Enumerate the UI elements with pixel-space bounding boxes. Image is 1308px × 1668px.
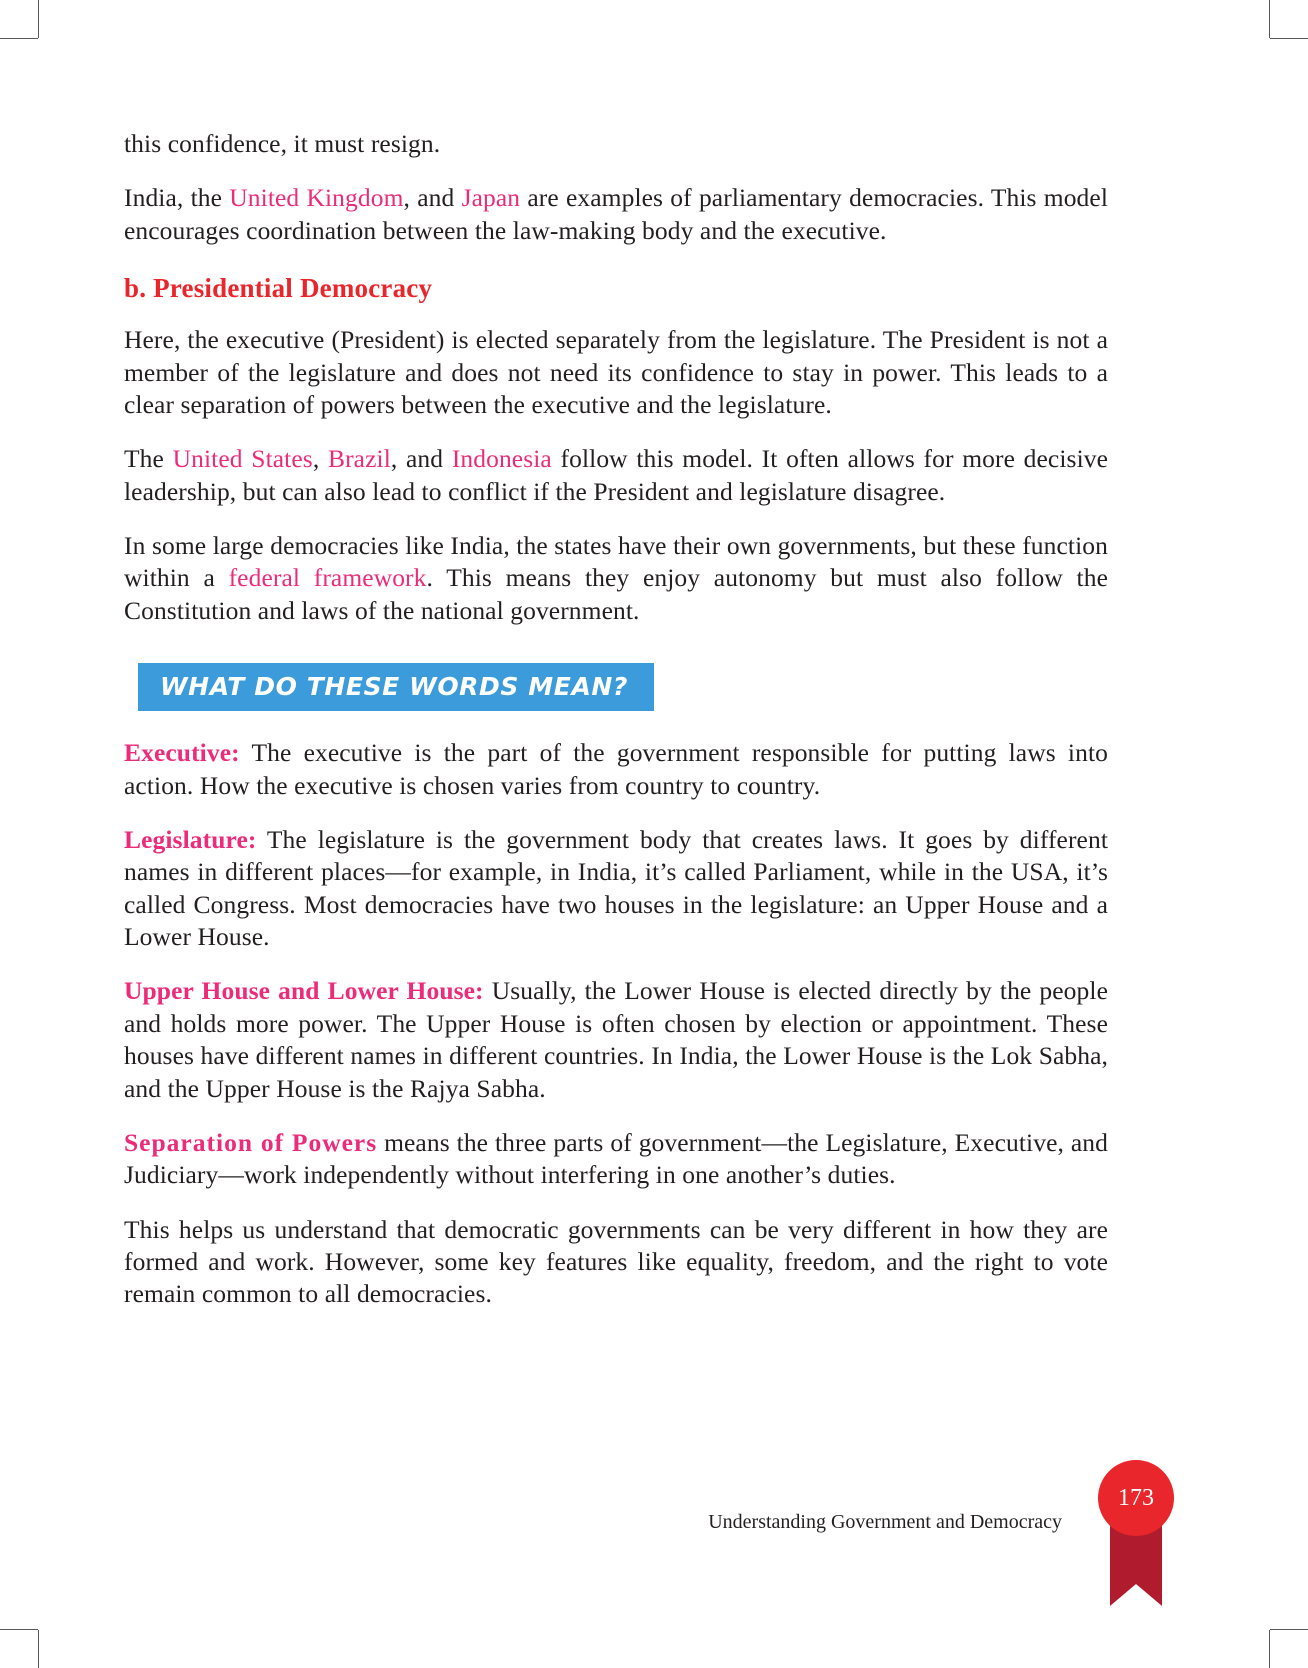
glossary-definition: The executive is the part of the government responsible for putting laws into action. How the executive is chosen varies from country to country. <box>124 738 1108 800</box>
term-united-states: United States <box>172 444 313 474</box>
glossary-item-separation-of-powers <box>124 1127 1108 1192</box>
footer-chapter-title: Understanding Government and Democracy <box>708 1511 1062 1533</box>
crop-mark-top-left-vertical <box>38 0 39 38</box>
term-united-kingdom: United Kingdom <box>229 183 404 213</box>
crop-mark-bottom-right-horizontal <box>1270 1629 1308 1630</box>
text-fragment: , and <box>390 444 452 474</box>
crop-mark-bottom-right-vertical <box>1269 1630 1270 1668</box>
page-content <box>124 128 1108 1333</box>
glossary-term: Upper House and Lower House: <box>124 976 484 1006</box>
term-brazil: Brazil <box>327 444 391 474</box>
text-fragment: , <box>312 444 328 474</box>
text-fragment: follow this model. It often allows for more decisive leadership, but can also lead to conflict if the President and legislature disagree. <box>124 444 1109 506</box>
paragraph-presidential-explanation: Here, the executive (President) is elected separately from the legislature. The President is not a member of the legislature and does not need its confidence to stay in power. This leads to a clear separation of powers between the executive and the legislature. <box>124 325 1108 419</box>
glossary-definition: Usually, the Lower House is elected directly by the people and holds more power. The Upper House is often chosen by election or appointment. These houses have different names in different countries. In India, the Lower House is the Lok Sabha, and the Upper House is the Rajya Sabha. <box>124 976 1108 1103</box>
paragraph-federal-framework <box>124 530 1108 627</box>
crop-mark-bottom-left-vertical <box>38 1630 39 1668</box>
paragraph-parliamentary-examples <box>124 182 1108 247</box>
glossary-definition: The legislature is the government body that creates laws. It goes by different names in different places—for example, in India, it’s called Parliament, while in the USA, it’s called Congress. Most democracies have two houses in the legislature: an Upper House and a Lower House. <box>124 824 1108 951</box>
text-fragment: are examples of parliamentary democracies. This model encourages coordination between the law-making body and the executive. <box>124 183 1109 245</box>
glossary-term: Executive: <box>124 738 240 768</box>
crop-mark-top-right-horizontal <box>1270 38 1308 39</box>
page-number-tag <box>1088 1456 1184 1606</box>
paragraph-presidential-examples <box>124 443 1108 508</box>
term-indonesia: Indonesia <box>451 444 552 474</box>
glossary-closing-paragraph: This helps us understand that democratic governments can be very different in how they are formed and work. However, some key features like equality, freedom, and the right to vote remain common to all democracies. <box>124 1214 1108 1309</box>
glossary-term: Legislature: <box>124 824 257 854</box>
text-fragment: India, the <box>124 183 230 213</box>
crop-mark-top-left-horizontal <box>0 38 38 39</box>
glossary-item-legislature <box>124 824 1108 954</box>
text-fragment: In some large democracies like India, the states have their own governments, but these function within a <box>124 531 1108 593</box>
term-japan: Japan <box>461 183 521 213</box>
text-fragment: . This means they enjoy autonomy but must also follow the Constitution and laws of the national government. <box>124 563 1108 625</box>
page-footer <box>124 1484 1184 1548</box>
glossary-item-upper-lower-house <box>124 975 1108 1105</box>
glossary-term: Separation of Powers <box>124 1127 378 1157</box>
glossary-section <box>124 737 1108 1311</box>
glossary-item-executive <box>124 737 1108 802</box>
page-number: 173 <box>1098 1460 1174 1536</box>
crop-mark-top-right-vertical <box>1269 0 1270 38</box>
glossary-banner: WHAT DO THESE WORDS MEAN? <box>138 663 654 711</box>
glossary-banner-wrapper <box>124 663 1108 711</box>
text-fragment: The <box>124 444 173 474</box>
crop-mark-bottom-left-horizontal <box>0 1629 38 1630</box>
paragraph-continuation: this confidence, it must resign. <box>124 129 441 158</box>
term-federal-framework: federal framework <box>228 563 427 593</box>
section-heading-presidential-democracy: b. Presidential Democracy <box>124 273 433 304</box>
glossary-definition: means the three parts of government—the Legislature, Executive, and Judiciary—work independently without interfering in one another’s duties. <box>124 1127 1108 1190</box>
text-fragment: , and <box>403 183 462 213</box>
